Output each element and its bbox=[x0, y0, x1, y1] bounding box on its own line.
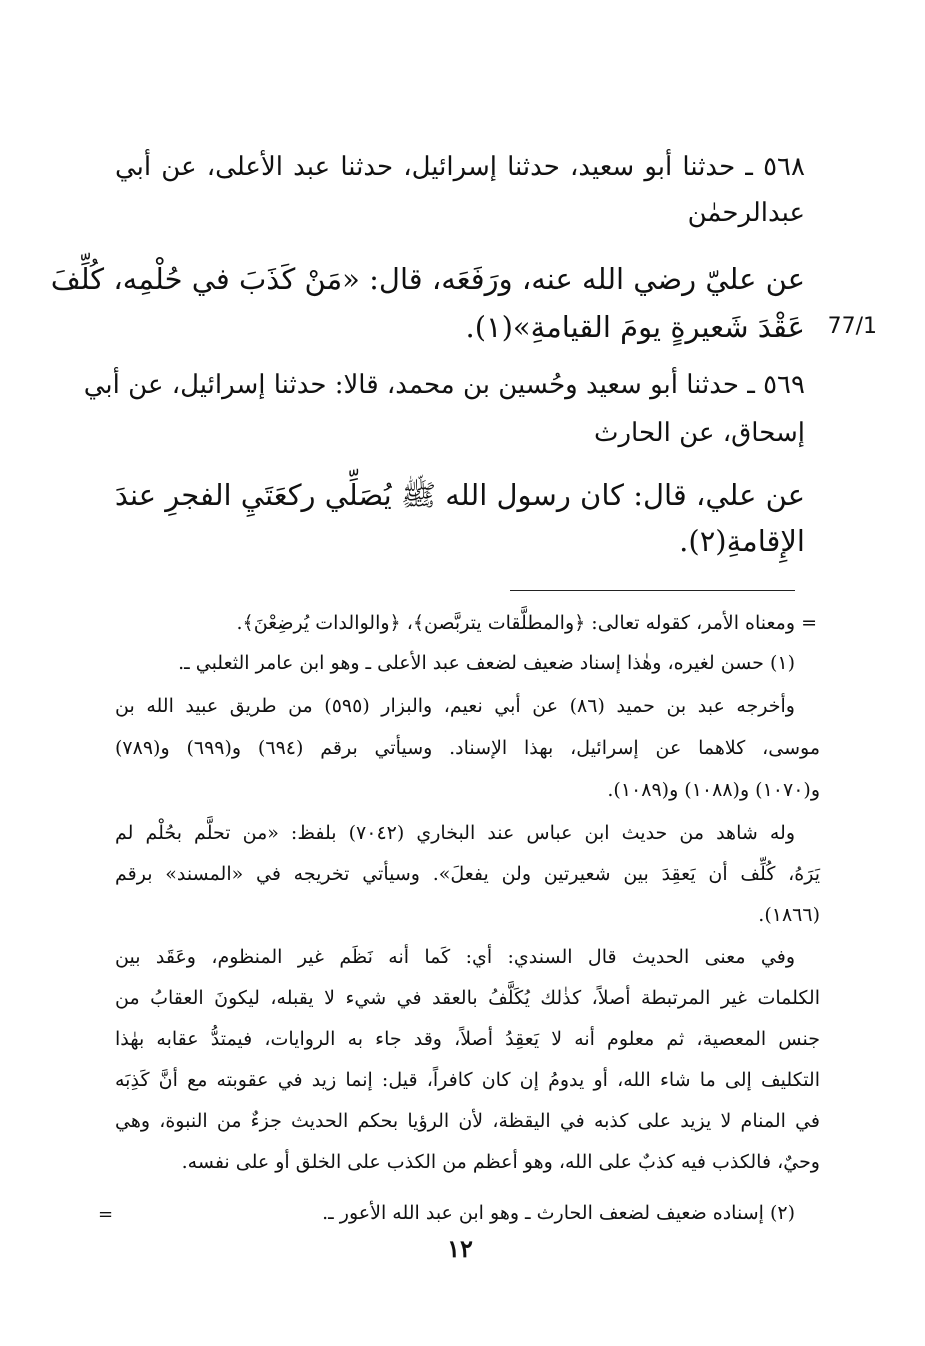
footnote-1-p4-line-1: وفي معنى الحديث قال السندي: أي: كَما أنه نَظَم غير المنظوم، وعَقَد بين bbox=[115, 946, 795, 968]
hadith-568-matn-line-1: عن عليّ رضي الله عنه، ورَفَعَه، قال: «مَنْ كَذَبَ في حُلْمِه، كُلِّفَ bbox=[50, 262, 805, 296]
page-number: ١٢ bbox=[447, 1234, 473, 1263]
footnote-1-p4-line-4: التكليف إلى ما شاء الله، أو يدومُ إن كان كافراً، قيل: إنما زيد في عقوبته مع أنَّ كَذِبَه bbox=[115, 1069, 820, 1091]
footnote-1-p4-line-6: وحيٌ، فالكذب فيه كذبٌ على الله، وهو أعظم من الكذب على الخلق أو على نفسه. bbox=[181, 1151, 820, 1173]
hadith-569-matn-line-1: عن علي، قال: كان رسول الله ﷺ يُصَلِّي ركعَتَيِ الفجرِ عندَ bbox=[114, 478, 805, 512]
footnote-1-p2-line-3: و(١٠٧٠) و(١٠٨٨) و(١٠٨٩). bbox=[607, 779, 820, 801]
footnote-1-line-1: (١) حسن لغيره، وهٰذا إسناد ضعيف لضعف عبد الأعلى ـ وهو ابن عامر الثعلبي ـ. bbox=[178, 652, 795, 674]
footnote-2: (٢) إسناده ضعيف لضعف الحارث ـ وهو ابن عبد الله الأعور ـ. bbox=[322, 1202, 795, 1224]
footnote-1-p2-line-2: موسى، كلاهما عن إسرائيل، بهذا الإسناد. وسيأتي برقم (٦٩٤) و(٦٩٩) و(٧٨٩) bbox=[115, 737, 821, 759]
footnote-separator bbox=[510, 590, 795, 591]
footnote-1-p4-line-2: الكلمات غير المرتبطة أصلاً، كذٰلك يُكَلَّفُ بالعقد في شيء لا يقبله، ليكونَ العقابُ من bbox=[115, 987, 820, 1009]
footnote-continuation: = ومعناه الأمر، كقوله تعالى: ﴿والمطلَّقات يتربَّصن﴾، ﴿والوالدات يُرضِعْنَ﴾. bbox=[236, 612, 817, 634]
hadith-569-isnad-line-1: ٥٦٩ ـ حدثنا أبو سعيد وحُسين بن محمد، قالا: حدثنا إسرائيل، عن أبي bbox=[83, 370, 805, 400]
footnote-1-p2-line-1: وأخرجه عبد بن حميد (٨٦) عن أبي نعيم، والبزار (٥٩٥) من طريق عبيد الله بن bbox=[115, 695, 795, 717]
footnote-1-p4-line-5: في المنام لا يزيد على كذبه في اليقظة، لأن الرؤيا بحكم الحديث جزءٌ من النبوة، وهي bbox=[115, 1110, 820, 1132]
footnote-1-p4-line-3: جنس المعصية، ثم معلوم أنه لا يَعقِدُ أصلاً، وقد جاء به الروايات، فيمتدُّ عقابه بهٰذا bbox=[115, 1028, 820, 1050]
margin-volume-page-reference: 77/1 bbox=[827, 314, 877, 339]
hadith-568-matn-line-2: عَقْدَ شَعيرةٍ يومَ القيامةِ»(١). bbox=[465, 310, 805, 344]
hadith-569-isnad-line-2: إسحاق، عن الحارث bbox=[594, 418, 805, 448]
hadith-569-matn-line-2: الإِقامةِ(٢). bbox=[679, 524, 805, 558]
hadith-568-isnad-line-2: عبدالرحمٰن bbox=[687, 198, 805, 228]
footnote-continues-mark: = bbox=[98, 1204, 114, 1225]
footnote-1-p3-line-2: يَرَهُ، كُلِّف أن يَعقِدَ بين شعيرتين ولن يفعلَ». وسيأتي تخريجه في «المسند» برقم bbox=[115, 863, 820, 885]
hadith-568-isnad-line-1: ٥٦٨ ـ حدثنا أبو سعيد، حدثنا إسرائيل، حدثنا عبد الأعلى، عن أبي bbox=[115, 152, 805, 182]
footnote-1-p3-line-1: وله شاهد من حديث ابن عباس عند البخاري (٧٠٤٢) بلفظ: «من تحلَّم بحُلْم لم bbox=[115, 822, 795, 844]
footnote-1-p3-line-3: (١٨٦٦). bbox=[758, 904, 820, 926]
